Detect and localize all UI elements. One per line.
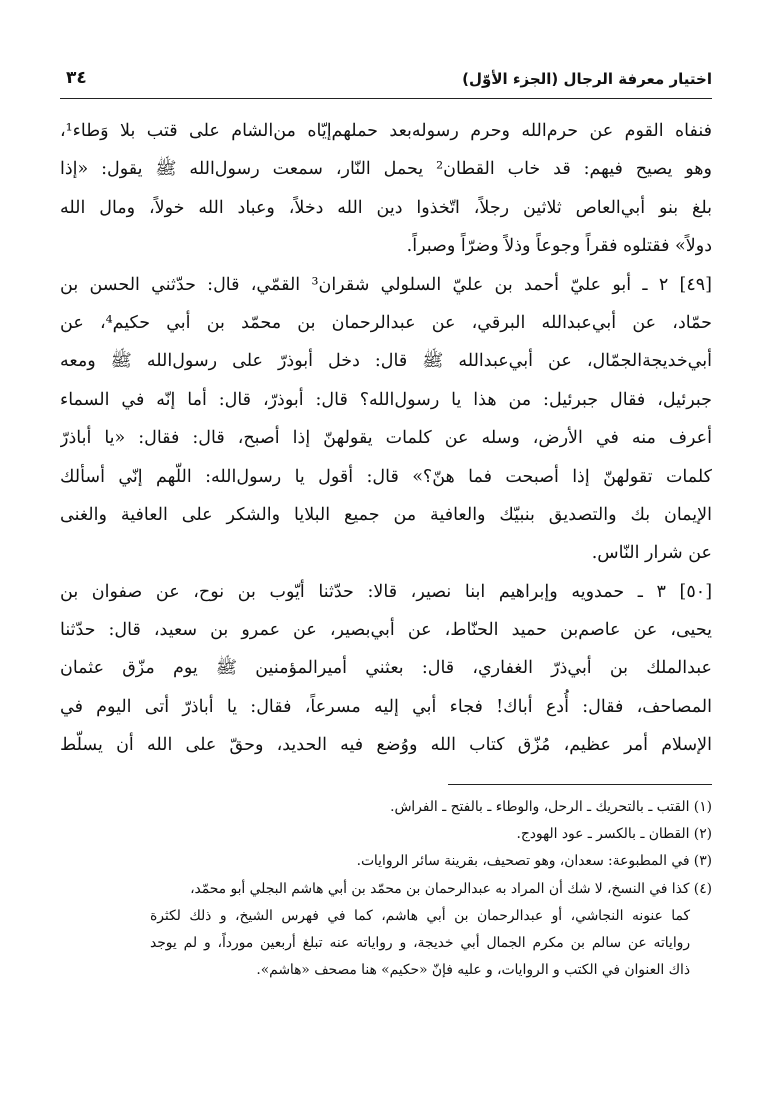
main-text [60, 112, 712, 765]
running-header [60, 66, 712, 96]
text-line: المصاحف، فقال: أُدع أباك! فجاء أبي إليه مسرعاً، فقال: يا أباذرّ أتى اليوم في [60, 696, 712, 717]
header-title: اختيار معرفة الرجال (الجزء الأوّل) [462, 70, 712, 88]
footnote-4-continued: كما عنونه النجاشي، أو عبدالرحمان بن أبي هاشم، كما في فهرس الشيخ، و ذلك لكثرة [150, 907, 690, 924]
footnote-4-continued: ذاك العنوان في الكتب و الروايات، و عليه فإنّ «حكيم» هنا مصحف «هاشم». [256, 962, 690, 979]
header-rule [60, 98, 712, 99]
text-line: دولاً» فقتلوه فقراً وجوعاً وذلاً وضرّاً وصبراً. [406, 236, 712, 257]
footnote-2: (٢) القطان ـ بالكسر ـ عود الهودج. [516, 826, 712, 843]
footnote-3: (٣) في المطبوعة: سعدان، وهو تصحيف، بقرينة سائر الروايات. [356, 853, 712, 870]
text-line: بلغ بنو أبي‌العاص ثلاثين رجلاً، اتّخذوا دين الله دخلاً، وعباد الله خولاً، ومال الله [60, 197, 712, 218]
text-line: جبرئيل، فقال جبرئيل: من هذا يا رسول‌الله؟ قال: أبوذرّ، قال: أما إنّه في السماء [60, 389, 712, 410]
text-line: فنفاه القوم عن حرم‌الله وحرم رسوله‌بعد حملهم‌إيّاه من‌الشام على قتب بلا وَطاء¹، [60, 121, 712, 141]
text-line: حمّاد، عن أبي‌عبدالله البرقي، عن عبدالرحمان بن محمّد بن أبي حكيم⁴، عن [60, 312, 712, 333]
hadith-49-first-line: [٤٩] ٢ ـ أبو عليّ أحمد بن عليّ السلولي شقران³ القمّي، قال: حدّثني الحسن بن [60, 274, 712, 295]
footnote-4: (٤) كذا في النسخ، لا شك أن المراد به عبدالرحمان بن محمّد بن أبي هاشم البجلي أبو محمّد، [190, 880, 712, 897]
footnote-4-continued: رواياته عن سالم بن مكرم الجمال أبي خديجة، و رواياته عنه تبلغ أربعين مورداً، و لم يوجد [150, 934, 690, 951]
text-line: الإيمان بك والتصديق بنبيّك والعافية من جميع البلايا والشكر على العافية والغنى [60, 504, 712, 525]
hadith-50-first-line: [٥٠] ٣ ـ حمدويه وإبراهيم ابنا نصير، قالا: حدّثنا أيّوب بن نوح، عن صفوان بن [60, 581, 712, 602]
footnote-1: (١) القتب ـ بالتحريك ـ الرحل، والوطاء ـ بالفتح ـ الفراش. [390, 799, 712, 815]
text-line: يحيى، عن عاصم‌بن حميد الحنّاط، عن أبي‌بصير، عن عمرو بن سعيد، قال: حدّثنا [60, 620, 712, 641]
text-line: وهو يصيح فيهم: قد خاب القطان² يحمل النّار، سمعت رسول‌الله ﷺ يقول: «إذا [60, 159, 712, 180]
footnote-rule [448, 784, 712, 785]
text-line: عبدالملك بن أبي‌ذرّ الغفاري، قال: بعثني أمير‌المؤمنين ﷺ يوم مزّق عثمان [60, 658, 712, 679]
page-number: ٣٤ [66, 68, 87, 88]
text-line: أعرف منه في الأرض، وسله عن كلمات يقولهنّ إذا أصبح، قال: فقال: «يا أباذرّ [60, 428, 712, 449]
text-line: الإسلام أمر عظيم، مُزّق كتاب الله ووُضع فيه الحديد، وحقّ على الله أن يسلّط [60, 735, 712, 756]
footnotes [150, 794, 712, 984]
text-line: عن شرار النّاس. [591, 543, 712, 564]
text-line: كلمات تقولهنّ إذا أصبحت فما هنّ؟» قال: أقول يا رسول‌الله: اللّهم إنّي أسألك [60, 466, 712, 487]
text-line: أبي‌خديجة‌الجمّال، عن أبي‌عبدالله ﷺ قال: دخل أبوذرّ على رسول‌الله ﷺ ومعه [60, 351, 712, 372]
